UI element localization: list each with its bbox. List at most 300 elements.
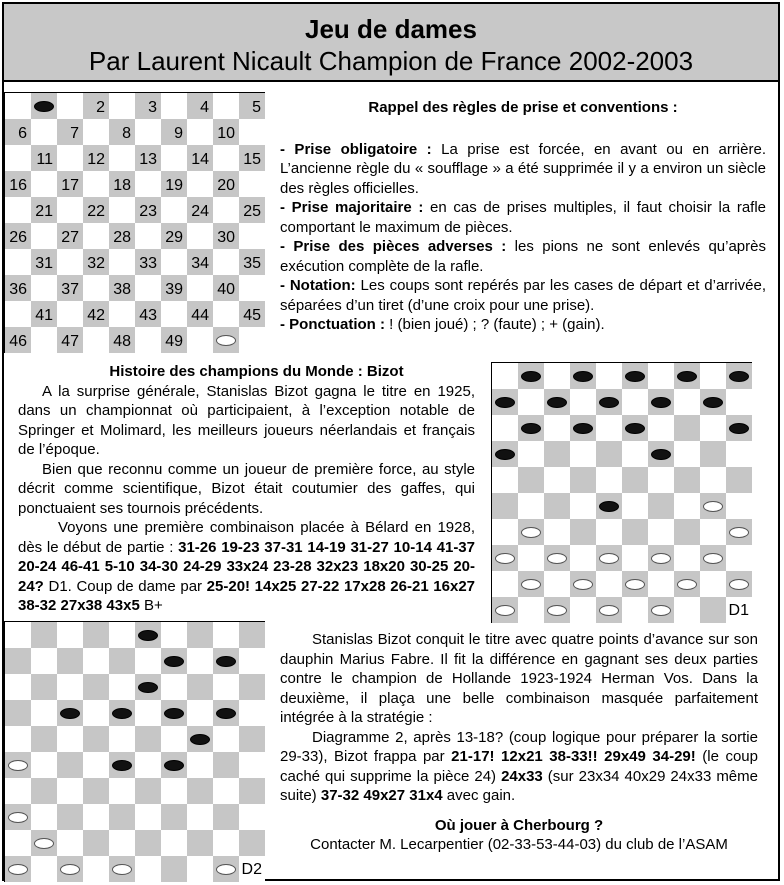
light-square (187, 171, 213, 197)
light-square (187, 856, 213, 882)
light-square (674, 597, 700, 623)
dark-square (57, 119, 83, 145)
dark-square (161, 223, 187, 249)
square-number: 4 (200, 99, 209, 116)
square-number: 39 (165, 281, 183, 298)
light-square (239, 275, 265, 301)
light-square (239, 648, 265, 674)
light-square (213, 145, 239, 171)
square-number: 22 (87, 203, 105, 220)
dark-square (5, 223, 31, 249)
light-square (596, 519, 622, 545)
light-square (239, 700, 265, 726)
light-square (570, 597, 596, 623)
dark-square (31, 622, 57, 648)
black-piece (677, 371, 697, 382)
dark-square (109, 648, 135, 674)
dark-square (109, 119, 135, 145)
light-square (5, 622, 31, 648)
square-number: 5 (252, 99, 261, 116)
diagram-1-board (491, 362, 752, 623)
dark-square (135, 726, 161, 752)
black-piece (573, 423, 593, 434)
diagram-label: D1 (728, 602, 749, 619)
light-square (239, 223, 265, 249)
white-piece (599, 605, 619, 616)
history-paragraph-3 (18, 518, 475, 616)
light-square (570, 545, 596, 571)
dark-square (187, 197, 213, 223)
light-square (492, 467, 518, 493)
dark-square (5, 327, 31, 353)
rule-label: - Ponctuation : (280, 316, 385, 333)
dark-square (239, 674, 265, 700)
rule-text: ! (bien joué) ; ? (faute) ; + (gain). (385, 316, 605, 333)
light-square (187, 327, 213, 353)
black-piece (599, 501, 619, 512)
white-piece (547, 553, 567, 564)
story-intro: Diagramme 2, après 13-18? (coup logique pour préparer la sortie 29-33), Bizot frappa par (280, 728, 758, 765)
black-piece (112, 708, 132, 719)
story-moves: 21-17! 12x21 38-33!! 29x49 34-29! (451, 748, 696, 765)
square-number: 31 (35, 255, 53, 272)
dark-square (187, 93, 213, 119)
black-piece (547, 397, 567, 408)
light-square (5, 301, 31, 327)
dark-square (518, 467, 544, 493)
white-piece (729, 527, 749, 538)
light-square (213, 830, 239, 856)
black-piece (521, 371, 541, 382)
light-square (239, 804, 265, 830)
dark-square (700, 441, 726, 467)
square-number: 15 (243, 151, 261, 168)
light-square (31, 856, 57, 882)
dark-square (161, 275, 187, 301)
light-square (109, 830, 135, 856)
square-number: 9 (174, 125, 183, 142)
white-piece (651, 605, 671, 616)
dark-square (31, 145, 57, 171)
square-number: 30 (217, 229, 235, 246)
light-square (187, 804, 213, 830)
light-square (544, 415, 570, 441)
light-square (83, 275, 109, 301)
square-number: 41 (35, 307, 53, 324)
light-square (239, 171, 265, 197)
light-square (213, 622, 239, 648)
light-square (187, 700, 213, 726)
rules-list (280, 140, 766, 335)
white-piece (216, 864, 236, 875)
square-number: 26 (9, 229, 27, 246)
black-piece (138, 682, 158, 693)
light-square (492, 363, 518, 389)
dark-square (83, 249, 109, 275)
square-number: 33 (139, 255, 157, 272)
light-square (187, 223, 213, 249)
where-heading: Où jouer à Cherbourg ? (434, 816, 604, 834)
light-square (31, 700, 57, 726)
dark-square (161, 171, 187, 197)
black-piece (651, 397, 671, 408)
light-square (622, 545, 648, 571)
light-square (570, 441, 596, 467)
square-number: 6 (18, 125, 27, 142)
light-square (5, 674, 31, 700)
white-piece (625, 579, 645, 590)
light-square (648, 519, 674, 545)
light-square (109, 778, 135, 804)
black-piece (729, 371, 749, 382)
dark-square (239, 622, 265, 648)
rules-section (280, 98, 766, 335)
dark-square (187, 778, 213, 804)
light-square (83, 804, 109, 830)
dark-square (161, 856, 187, 882)
dark-square (5, 648, 31, 674)
dark-square (83, 830, 109, 856)
square-number: 32 (87, 255, 105, 272)
story-mid-2: (sur 23x34 40x29 24x33 même suite) (280, 767, 758, 804)
light-square (544, 571, 570, 597)
light-square (518, 545, 544, 571)
light-square (700, 519, 726, 545)
dark-square (5, 119, 31, 145)
light-square (213, 249, 239, 275)
light-square (187, 648, 213, 674)
light-square (726, 545, 752, 571)
rule-item (280, 198, 766, 237)
dark-square (161, 327, 187, 353)
light-square (57, 778, 83, 804)
dark-square (213, 752, 239, 778)
light-square (161, 93, 187, 119)
rule-item (280, 276, 766, 315)
square-number: 44 (191, 307, 209, 324)
square-number: 12 (87, 151, 105, 168)
dark-square (570, 519, 596, 545)
story-paragraph-1: Stanislas Bizot conquit le titre avec quatre points d’avance sur son dauphin Marius Fabre. Il fit la différence en gagnant ses deux parties contre le champion de Hollande 1923-1924 Herman Vos. Dans la deuxième, il plaça une belle combinaison masquée parfaitement intégrée à la stratégie : (280, 631, 758, 726)
diagram-label: D2 (241, 861, 262, 878)
light-square (213, 674, 239, 700)
dark-square (31, 674, 57, 700)
light-square (109, 93, 135, 119)
light-square (161, 249, 187, 275)
light-square (622, 597, 648, 623)
square-number: 49 (165, 333, 183, 350)
black-piece (521, 423, 541, 434)
notation-board (4, 92, 265, 353)
light-square (83, 223, 109, 249)
black-piece (190, 734, 210, 745)
light-square (135, 856, 161, 882)
dark-square (239, 249, 265, 275)
light-square (726, 389, 752, 415)
light-square (57, 726, 83, 752)
history-end: B+ (139, 597, 163, 614)
light-square (570, 493, 596, 519)
dark-square (57, 752, 83, 778)
rule-label: - Prise majoritaire : (280, 199, 424, 216)
light-square (31, 327, 57, 353)
light-square (492, 415, 518, 441)
dark-square (5, 700, 31, 726)
light-square (31, 648, 57, 674)
header (2, 2, 780, 82)
light-square (57, 197, 83, 223)
black-piece (164, 708, 184, 719)
rule-text: les pions ne sont enlevés qu’après exécution complète de la rafle. (280, 238, 766, 275)
story-moves-2: 24x33 (501, 767, 543, 785)
light-square (135, 119, 161, 145)
dark-square (239, 830, 265, 856)
square-number: 2 (96, 99, 105, 116)
light-square (161, 301, 187, 327)
story-paragraph-2 (280, 728, 758, 806)
white-piece (495, 605, 515, 616)
white-piece (60, 864, 80, 875)
rule-label: - Prise obligatoire : (280, 140, 432, 158)
dark-square (31, 197, 57, 223)
rule-item (280, 315, 766, 335)
dark-square (187, 249, 213, 275)
light-square (57, 145, 83, 171)
light-square (518, 597, 544, 623)
diagram-2-board (4, 621, 265, 882)
light-square (239, 752, 265, 778)
dark-square (492, 493, 518, 519)
dark-square (213, 223, 239, 249)
black-piece (60, 708, 80, 719)
light-square (109, 249, 135, 275)
dark-square (57, 327, 83, 353)
black-piece (495, 449, 515, 460)
white-piece (495, 553, 515, 564)
light-square (544, 363, 570, 389)
dark-square (674, 519, 700, 545)
light-square (109, 145, 135, 171)
black-piece (625, 423, 645, 434)
black-piece (573, 371, 593, 382)
light-square (213, 726, 239, 752)
white-piece (729, 579, 749, 590)
white-piece (703, 501, 723, 512)
rule-item (280, 237, 766, 276)
light-square (648, 467, 674, 493)
black-piece (216, 656, 236, 667)
black-piece (703, 397, 723, 408)
light-square (213, 93, 239, 119)
light-square (135, 648, 161, 674)
history-heading: Histoire des champions du Monde : Bizot (109, 363, 404, 380)
dark-square (622, 467, 648, 493)
square-number: 36 (9, 281, 27, 298)
square-number: 34 (191, 255, 209, 272)
light-square (57, 301, 83, 327)
light-square (109, 726, 135, 752)
black-piece (651, 449, 671, 460)
story-section (280, 630, 758, 855)
dark-square (674, 467, 700, 493)
light-square (187, 275, 213, 301)
light-square (31, 119, 57, 145)
black-piece (164, 760, 184, 771)
white-piece (703, 553, 723, 564)
square-number: 47 (61, 333, 79, 350)
square-number: 11 (36, 151, 53, 168)
white-piece (8, 760, 28, 771)
history-moves: 31-26 19-23 37-31 14-19 31-27 10-14 41-37 20-24 46-41 5-10 34-30 24-29 33x24 23-28 32x23 18x20 30-25 20-24? (18, 538, 475, 595)
light-square (700, 467, 726, 493)
dark-square (135, 301, 161, 327)
history-intro: Voyons une première combinaison placée à Bélard en 1928, dès le début de partie : (18, 519, 475, 556)
dark-square (109, 804, 135, 830)
light-square (518, 493, 544, 519)
rules-heading: Rappel des règles de prise et conventions : (368, 99, 678, 116)
light-square (161, 674, 187, 700)
dark-square (5, 171, 31, 197)
light-square (700, 363, 726, 389)
light-square (596, 571, 622, 597)
light-square (622, 493, 648, 519)
white-piece (521, 527, 541, 538)
white-piece (521, 579, 541, 590)
dark-square (31, 778, 57, 804)
light-square (161, 778, 187, 804)
dark-square (31, 301, 57, 327)
light-square (83, 327, 109, 353)
light-square (518, 389, 544, 415)
light-square (57, 249, 83, 275)
light-square (648, 571, 674, 597)
light-square (622, 389, 648, 415)
black-piece (216, 708, 236, 719)
dark-square (109, 327, 135, 353)
dark-square (109, 275, 135, 301)
dark-square (57, 804, 83, 830)
light-square (648, 363, 674, 389)
dark-square (31, 726, 57, 752)
light-square (492, 519, 518, 545)
dark-square (674, 415, 700, 441)
square-number: 20 (217, 177, 235, 194)
light-square (135, 223, 161, 249)
dark-square (83, 93, 109, 119)
square-number: 14 (191, 151, 209, 168)
dark-square (5, 275, 31, 301)
light-square (57, 93, 83, 119)
rule-item (280, 140, 766, 199)
light-square (700, 571, 726, 597)
dark-square (213, 804, 239, 830)
square-number: 46 (9, 333, 27, 350)
light-square (213, 778, 239, 804)
where-text: Contacter M. Lecarpentier (02-33-53-44-03) du club de l’ASAM (310, 836, 728, 853)
dark-square (57, 275, 83, 301)
light-square (161, 145, 187, 171)
history-mid: D1. Coup de dame par (43, 577, 207, 595)
light-square (726, 441, 752, 467)
light-square (239, 119, 265, 145)
light-square (83, 752, 109, 778)
white-piece (8, 864, 28, 875)
black-piece (34, 101, 54, 112)
dark-square (57, 171, 83, 197)
dark-square (187, 145, 213, 171)
dark-square (83, 726, 109, 752)
white-piece (573, 579, 593, 590)
dark-square (83, 778, 109, 804)
dark-square (596, 441, 622, 467)
light-square (187, 119, 213, 145)
square-number: 17 (61, 177, 79, 194)
dark-square (83, 622, 109, 648)
dark-square (213, 119, 239, 145)
dark-square (187, 301, 213, 327)
black-piece (112, 760, 132, 771)
light-square (5, 778, 31, 804)
dark-square (187, 674, 213, 700)
light-square (57, 830, 83, 856)
square-number: 7 (70, 125, 79, 142)
white-piece (8, 812, 28, 823)
story-moves-3: 37-32 49x27 31x4 (320, 787, 443, 804)
light-square (83, 856, 109, 882)
light-square (83, 119, 109, 145)
dark-square (31, 249, 57, 275)
square-number: 24 (191, 203, 209, 220)
dark-square (239, 726, 265, 752)
light-square (135, 804, 161, 830)
black-piece (164, 656, 184, 667)
dark-square (648, 493, 674, 519)
square-number: 29 (165, 229, 183, 246)
dark-square (135, 197, 161, 223)
light-square (674, 493, 700, 519)
dark-square (109, 171, 135, 197)
history-section (18, 362, 475, 616)
light-square (726, 493, 752, 519)
square-number: 21 (35, 203, 53, 220)
dark-square (83, 145, 109, 171)
black-piece (729, 423, 749, 434)
dark-square (239, 301, 265, 327)
light-square (161, 830, 187, 856)
light-square (135, 275, 161, 301)
black-piece (625, 371, 645, 382)
light-square (109, 622, 135, 648)
page-subtitle: Par Laurent Nicault Champion de France 2002-2003 (88, 46, 694, 76)
light-square (213, 301, 239, 327)
white-piece (547, 605, 567, 616)
black-piece (138, 630, 158, 641)
dark-square (239, 197, 265, 223)
square-number: 19 (165, 177, 183, 194)
story-mid: (le coup caché qui supprime la pièce 24) (280, 748, 758, 785)
white-piece (677, 579, 697, 590)
light-square (187, 752, 213, 778)
history-paragraph-2: Bien que reconnu comme un joueur de première force, au style décrit comme scientifique, Bizot était coutumier des gaffes, qui ponctuaient ses tournois précédents. (18, 460, 475, 517)
dark-square (622, 519, 648, 545)
square-number: 45 (243, 307, 261, 324)
dark-square (544, 441, 570, 467)
dark-square (83, 197, 109, 223)
light-square (83, 648, 109, 674)
dark-square (135, 145, 161, 171)
light-square (161, 726, 187, 752)
square-number: 16 (9, 177, 27, 194)
